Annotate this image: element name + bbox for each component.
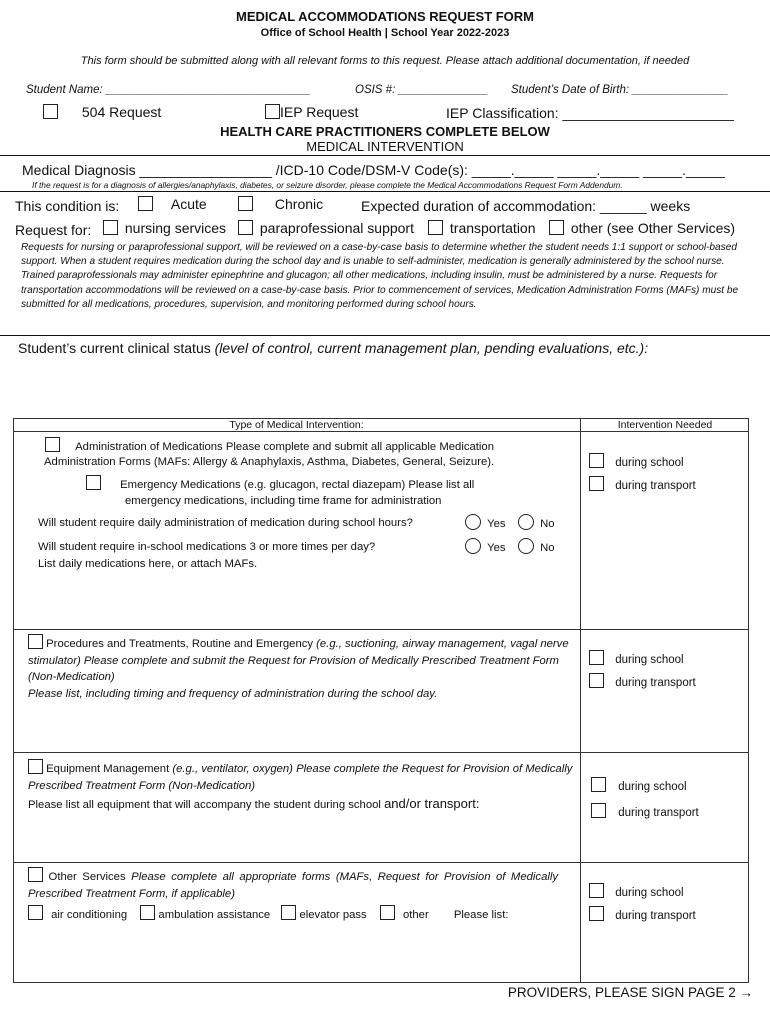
row4-school-checkbox[interactable] [589,883,604,898]
ambulation-checkbox[interactable] [140,905,155,920]
during-school-label: during school [615,654,684,666]
no-label: No [540,542,555,554]
elevator-checkbox[interactable] [281,905,296,920]
other-service-label: other [402,909,429,921]
row1-transport-checkbox[interactable] [589,476,604,491]
row4-during-transport[interactable] [589,906,696,922]
row1-during-transport[interactable] [589,476,696,492]
condition-acute[interactable] [138,196,207,212]
procedures-checkbox[interactable] [28,634,43,649]
divider [0,155,770,156]
table-header-divider [13,431,749,432]
procedures-treatments[interactable] [28,634,573,702]
equipment-list: Please list all equipment that will accompany the student during school [28,799,381,811]
row2-transport-checkbox[interactable] [589,673,604,688]
request-transport[interactable] [428,220,536,236]
request-iep-checkbox[interactable] [265,104,280,119]
during-school-label: during school [615,457,684,469]
no-label: No [540,518,555,530]
admin-medications-text: Administration of Medications Please complete and submit all applicable Medication [75,441,494,453]
request-iep[interactable] [265,104,358,120]
elevator-label: elevator pass [299,909,367,921]
please-list-label[interactable]: Please list: [453,909,509,921]
row2-during-school[interactable] [589,650,684,666]
yes-label: Yes [487,542,506,554]
row4-transport-checkbox[interactable] [589,906,604,921]
other-label: other (see Other Services) [570,220,736,236]
procedures-title: Procedures and Treatments, Routine and Emergency [46,638,314,650]
procedures-instructions: (e.g., suctioning, airway management, vagal nerve stimulator) Please complete and submit the Request for Provision of Medically Prescribed Treatment Form (Non-Medication) [28,638,569,683]
table-row-divider [13,752,749,753]
form-subtitle: Office of School Health | School Year 2022-2023 [260,27,510,39]
ambulation-label: ambulation assistance [158,909,271,921]
admin-medications[interactable] [45,437,494,453]
clinical-status-label: Student’s current clinical status [18,340,211,356]
transport-label: transportation [449,220,536,236]
three-times-question: Will student require in-school medications 3 or more times per day? [38,541,376,553]
diagnosis-note: If the request is for a diagnosis of allergies/anaphylaxis, diabetes, or seizure disorder, please complete the Medical Accommodations Request Form Addendum. [32,180,623,190]
request-iep-label: IEP Request [280,104,359,120]
col-header-type: Type of Medical Intervention: [229,419,364,431]
chronic-checkbox[interactable] [238,196,253,211]
other-services-checkbox[interactable] [28,867,43,882]
chronic-label: Chronic [274,196,324,212]
three-times-no-radio[interactable] [518,538,534,554]
section-subheading: MEDICAL INTERVENTION [306,139,464,154]
section-heading: HEALTH CARE PRACTITIONERS COMPLETE BELOW [220,124,550,139]
equipment-checkbox[interactable] [28,759,43,774]
request-504-checkbox[interactable] [43,104,58,119]
row4-during-school[interactable] [589,883,684,899]
student-name-field[interactable]: Student Name: ________________________________ [26,84,311,96]
table-column-divider [580,418,581,983]
daily-admin-question: Will student require daily administration of medication during school hours? [38,517,413,529]
table-row-divider [13,629,749,630]
emergency-medications[interactable] [86,475,474,491]
equipment-instructions: (e.g., ventilator, oxygen) Please complete the Request for Provision of Medically Prescribed Treatment Form (Non-Medication) [28,763,573,792]
request-nursing[interactable] [103,220,226,236]
during-transport-label: during transport [615,677,696,689]
parapro-label: paraprofessional support [259,220,414,236]
form-title: MEDICAL ACCOMMODATIONS REQUEST FORM [235,9,535,24]
row2-school-checkbox[interactable] [589,650,604,665]
admin-medications-checkbox[interactable] [45,437,60,452]
request-504-label: 504 Request [81,104,162,120]
request-other[interactable] [549,220,735,236]
divider [0,335,770,336]
emergency-medications-checkbox[interactable] [86,475,101,490]
during-school-label: during school [615,887,684,899]
iep-classification-field[interactable]: IEP Classification: ______________________ [446,105,734,121]
medical-diagnosis-field[interactable]: Medical Diagnosis _________________ /ICD-10 Code/DSM-V Code(s): _____._____ _____._____ _____._____ [22,162,725,178]
row3-during-transport[interactable] [591,803,699,819]
acute-label: Acute [170,196,207,212]
clinical-status-hint: (level of control, current management plan, pending evaluations, etc.): [214,340,649,356]
col-header-needed: Intervention Needed [617,419,713,431]
equipment-list-tail: and/or transport: [384,796,480,811]
during-transport-label: during transport [618,807,699,819]
procedures-list: Please list, including timing and frequency of administration during the school day. [28,687,438,700]
ac-checkbox[interactable] [28,905,43,920]
transport-checkbox[interactable] [428,220,443,235]
row3-during-school[interactable] [591,777,687,793]
row2-during-transport[interactable] [589,673,696,689]
daily-admin-no[interactable] [518,514,555,530]
other-checkbox[interactable] [549,220,564,235]
request-parapro[interactable] [238,220,414,236]
equipment-management[interactable] [28,759,573,814]
request-504[interactable] [43,104,161,120]
other-services-title: Other Services [48,871,126,883]
table-row-divider [13,862,749,863]
request-for-label: Request for: [15,222,92,238]
during-school-label: during school [618,781,687,793]
row3-transport-checkbox[interactable] [591,803,606,818]
condition-chronic[interactable] [238,196,323,212]
dob-field[interactable]: Student’s Date of Birth: _______________ [511,84,729,96]
duration-field[interactable]: Expected duration of accommodation: ______ weeks [361,198,691,214]
admin-medications-text-2: Administration Forms (MAFs: Allergy & Anaphylaxis, Asthma, Diabetes, General, Seizure). [44,456,495,468]
nursing-label: nursing services [124,220,227,236]
row1-during-school[interactable] [589,453,684,469]
equipment-title: Equipment Management [46,763,170,775]
three-times-yes-radio[interactable] [465,538,481,554]
nursing-checkbox[interactable] [103,220,118,235]
other-service-checkbox[interactable] [380,905,395,920]
request-note: Requests for nursing or paraprofessional support, will be reviewed on a case-by-case basis to determine whether the student needs 1:1 support or school-based support. When a student requires medication during the school day and is unable to self-administer, medication is generally administered by the school nurse. Trained paraprofessionals may administer epinephrine and glucagon; all other medications, including insulin, must be administered by a nurse. Requests for transportation accommodations will be reviewed on a case-by-case basis. Prior to commencement of services, Medication Administration Forms (MAFs) must be submitted for all medications, procedures, supervision, and monitoring performed during school hours. [21,242,739,310]
other-services[interactable] [28,867,558,903]
three-times-yes[interactable] [465,538,506,554]
list-daily-medications[interactable]: List daily medications here, or attach MAFs. [38,558,258,570]
parapro-checkbox[interactable] [238,220,253,235]
condition-label: This condition is: [15,198,120,214]
acute-checkbox[interactable] [138,196,153,211]
other-services-instructions: Please complete all appropriate forms (MAFs, Request for Provision of Medically Prescribed Treatment Form, if applicable) [28,871,559,900]
divider [0,191,770,192]
daily-admin-no-radio[interactable] [518,514,534,530]
emergency-medications-text: Emergency Medications (e.g. glucagon, rectal diazepam) Please list all [120,479,475,491]
osis-field[interactable]: OSIS #: ______________ [355,84,489,96]
row3-school-checkbox[interactable] [591,777,606,792]
other-services-options [28,905,509,921]
emergency-medications-text-2: emergency medications, including time frame for administration [125,495,442,507]
daily-admin-yes-radio[interactable] [465,514,481,530]
three-times-no[interactable] [518,538,555,554]
yes-label: Yes [487,518,506,530]
daily-admin-yes[interactable] [465,514,506,530]
during-transport-label: during transport [615,480,696,492]
during-transport-label: during transport [615,910,696,922]
clinical-status-field[interactable] [18,340,648,356]
row1-school-checkbox[interactable] [589,453,604,468]
footer-sign-page-2: PROVIDERS, PLEASE SIGN PAGE 2 → [507,985,753,1000]
form-instructions: This form should be submitted along with all relevant forms to this request. Please attach additional documentation, if needed [80,55,690,67]
ac-label: air conditioning [51,909,128,921]
